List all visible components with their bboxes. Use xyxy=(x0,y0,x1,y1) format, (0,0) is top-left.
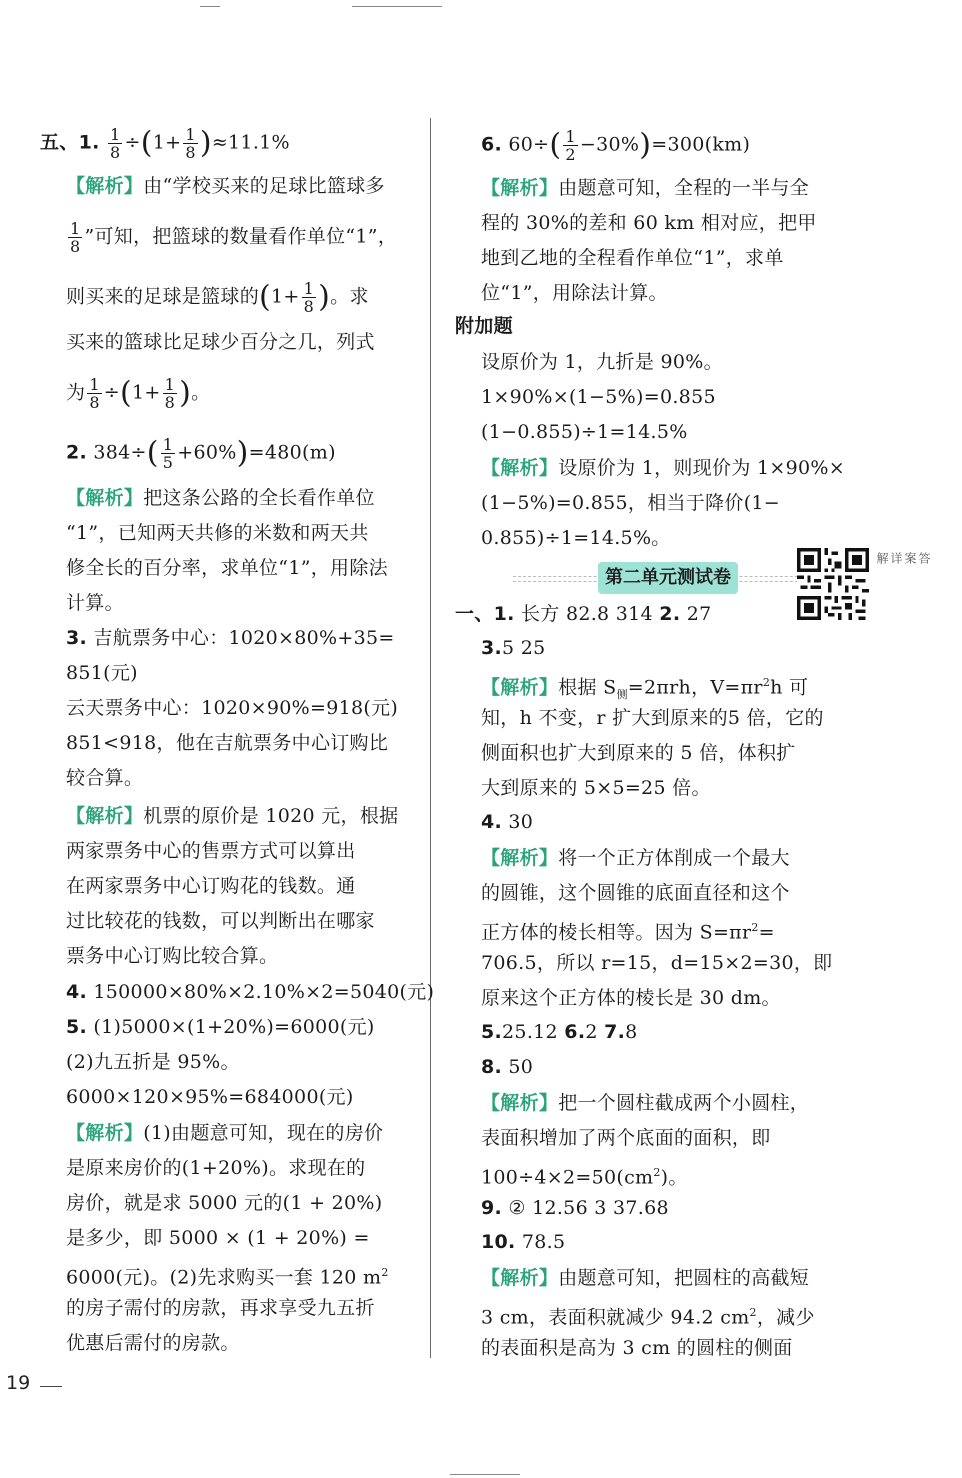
analysis-line: 【解析】根据 $S_侧=2\pi rh$，$V=\pi r^2h$ 可 xyxy=(481,676,809,702)
analysis-line: 3 cm，表面积就减少 94.2 $cm^2$，减少 xyxy=(481,1306,815,1329)
analysis-line: 表面积增加了两个底面的面积，即 xyxy=(481,1127,771,1149)
q3-line: 云天票务中心：1020×90%=918(元) xyxy=(66,697,399,719)
top-edge-mark xyxy=(352,6,442,7)
analysis-line: 修全长的百分率，求单位“1”，用除法 xyxy=(66,557,388,579)
analysis-line: 原来这个正方体的棱长是 30 dm。 xyxy=(481,987,781,1009)
q5-line: 5. (1)5000×(1+20%)=6000(元) xyxy=(66,1016,375,1038)
unit-q10-line: 10. 78.5 xyxy=(481,1231,566,1253)
analysis-line: 在两家票务中心订购花的钱数。通 xyxy=(66,875,356,897)
analysis-line: 【解析】(1)由题意可知，现在的房价 xyxy=(66,1122,384,1144)
unit-q3-line: 3.5 25 xyxy=(481,637,546,659)
q5-line: 6000×120×95%=684000(元) xyxy=(66,1086,354,1108)
analysis-line: 则买来的足球是篮球的(1+ $\frac{1}{8}$ )。求 xyxy=(66,279,369,316)
analysis-line: 计算。 xyxy=(66,592,124,614)
analysis-line: 房价，就是求 5000 元的(1 + 20%) xyxy=(66,1192,383,1214)
analysis-line: 票务中心订购比较合算。 xyxy=(66,945,279,967)
analysis-line: $\frac{1}{8}$ ”可知，把篮球的数量看作单位“1”， xyxy=(70,219,398,256)
unit-q8-line: 8. 50 xyxy=(481,1056,534,1078)
analysis-line: 正方体的棱长相等。因为 $S=\pi r^2=$ xyxy=(481,921,775,944)
q3-line: 较合算。 xyxy=(66,767,144,789)
bonus-line: (1−0.855)÷1=14.5% xyxy=(481,421,688,443)
analysis-line: 是原来房价的(1+20%)。求现在的 xyxy=(66,1157,366,1179)
unit-q1-line: 一、1. 长方 82.8 314 2. 27 xyxy=(455,603,712,625)
analysis-line: 位“1”，用除法计算。 xyxy=(481,282,668,304)
q4-line: 4. 150000×80%×2.10%×2=5040(元) xyxy=(66,981,435,1003)
q5-1-line: 五、1. $\frac{1}{8}$ ÷(1+ $\frac{1}{8}$ )≈11.1% xyxy=(40,125,290,162)
analysis-line: 的房子需付的房款，再求享受九五折 xyxy=(66,1297,375,1319)
analysis-line: 程的 30%的差和 60 km 相对应，把甲 xyxy=(481,212,817,234)
bonus-line: 设原价为 1，九折是 90%。 xyxy=(481,351,723,373)
fraction: $\frac{1}{8}$ xyxy=(164,375,176,412)
analysis-line: 大到原来的 5×5=25 倍。 xyxy=(481,777,711,799)
analysis-line: 为 $\frac{1}{8}$ ÷(1+ $\frac{1}{8}$ )。 xyxy=(66,375,211,412)
analysis-line: 【解析】机票的原价是 1020 元，根据 xyxy=(66,805,399,827)
q2-line: 2. 384÷( $\frac{1}{5}$ +60%)=480(m) xyxy=(66,435,336,472)
fraction: $\frac{1}{8}$ xyxy=(70,219,81,256)
q3-line: 3. 吉航票务中心：1020×80%+35= xyxy=(66,627,395,649)
fraction: $\frac{1}{8}$ xyxy=(109,125,121,162)
unit-title-banner xyxy=(513,562,813,594)
bonus-line: 1×90%×(1−5%)=0.855 xyxy=(481,386,716,408)
analysis-line: 是多少，即 5000 × (1 + 20%) = xyxy=(66,1227,370,1249)
unit-q4-line: 4. 30 xyxy=(481,811,534,833)
q5-line: (2)九五折是 95%。 xyxy=(66,1051,240,1073)
q3-line: 851(元) xyxy=(66,662,138,684)
analysis-line: 【解析】设原价为 1，则现价为 1×90%× xyxy=(481,457,845,479)
unit-q5-7-line: 5.25.12 6.2 7.8 xyxy=(481,1021,638,1043)
fraction: $\frac{1}{8}$ xyxy=(185,125,196,162)
analysis-line: 地到乙地的全程看作单位“1”，求单 xyxy=(481,247,784,269)
unit-title: 第二单元测试卷 xyxy=(598,562,738,594)
qr-note: 答案详解 xyxy=(875,552,931,564)
analysis-line: 的圆锥，这个圆锥的底面直径和这个 xyxy=(481,882,790,904)
analysis-line: 【解析】把这条公路的全长看作单位 xyxy=(66,487,375,509)
analysis-line: 两家票务中心的售票方式可以算出 xyxy=(66,840,356,862)
analysis-line: 【解析】由“学校买来的足球比篮球多 xyxy=(66,175,385,197)
analysis-line: “1”，已知两天共修的米数和两天共 xyxy=(66,522,369,544)
column-divider xyxy=(430,118,431,1358)
fraction: $\frac{1}{2}$ xyxy=(565,127,576,164)
analysis-line: 侧面积也扩大到原来的 5 倍，体积扩 xyxy=(481,742,796,764)
qr-code-icon[interactable] xyxy=(797,548,869,620)
fraction: $\frac{1}{8}$ xyxy=(89,375,100,412)
fraction: $\frac{1}{5}$ xyxy=(162,435,174,472)
analysis-line: (1−5%)=0.855，相当于降价(1− xyxy=(481,492,781,514)
unit-q9-line: 9. ② 12.56 3 37.68 xyxy=(481,1197,669,1219)
analysis-line: 6000(元)。(2)先求购买一套 120 $m^2$ xyxy=(66,1266,389,1289)
analysis-line: 【解析】由题意可知，把圆柱的高截短 xyxy=(481,1267,810,1289)
top-edge-mark xyxy=(200,6,220,7)
analysis-line: $100\div 4\times 2=50(cm^2)$。 xyxy=(481,1166,688,1189)
analysis-line: 优惠后需付的房款。 xyxy=(66,1332,240,1354)
analysis-line: 【解析】将一个正方体削成一个最大 xyxy=(481,847,790,869)
page-number-dash xyxy=(40,1386,62,1387)
page-number: 19 xyxy=(6,1372,31,1394)
fraction: $\frac{1}{8}$ xyxy=(303,279,315,316)
analysis-line: 0.855)÷1=14.5%。 xyxy=(481,527,671,549)
bonus-title: 附加题 xyxy=(455,315,513,337)
analysis-line: 的表面积是高为 3 cm 的圆柱的侧面 xyxy=(481,1337,793,1359)
analysis-line: 【解析】把一个圆柱截成两个小圆柱， xyxy=(481,1092,810,1114)
bottom-edge-mark xyxy=(450,1474,520,1475)
analysis-line: 知，h 不变，r 扩大到原来的5 倍，它的 xyxy=(481,707,824,729)
analysis-line: 706.5，所以 r=15，d=15×2=30，即 xyxy=(481,952,833,974)
analysis-line: 买来的篮球比足球少百分之几，列式 xyxy=(66,331,375,353)
q3-line: 851<918，他在吉航票务中心订购比 xyxy=(66,732,389,754)
q6-line: 6. 60÷( $\frac{1}{2}$ −30%)=300(km) xyxy=(481,127,751,164)
analysis-line: 【解析】由题意可知，全程的一半与全 xyxy=(481,177,810,199)
analysis-line: 过比较花的钱数，可以判断出在哪家 xyxy=(66,910,375,932)
